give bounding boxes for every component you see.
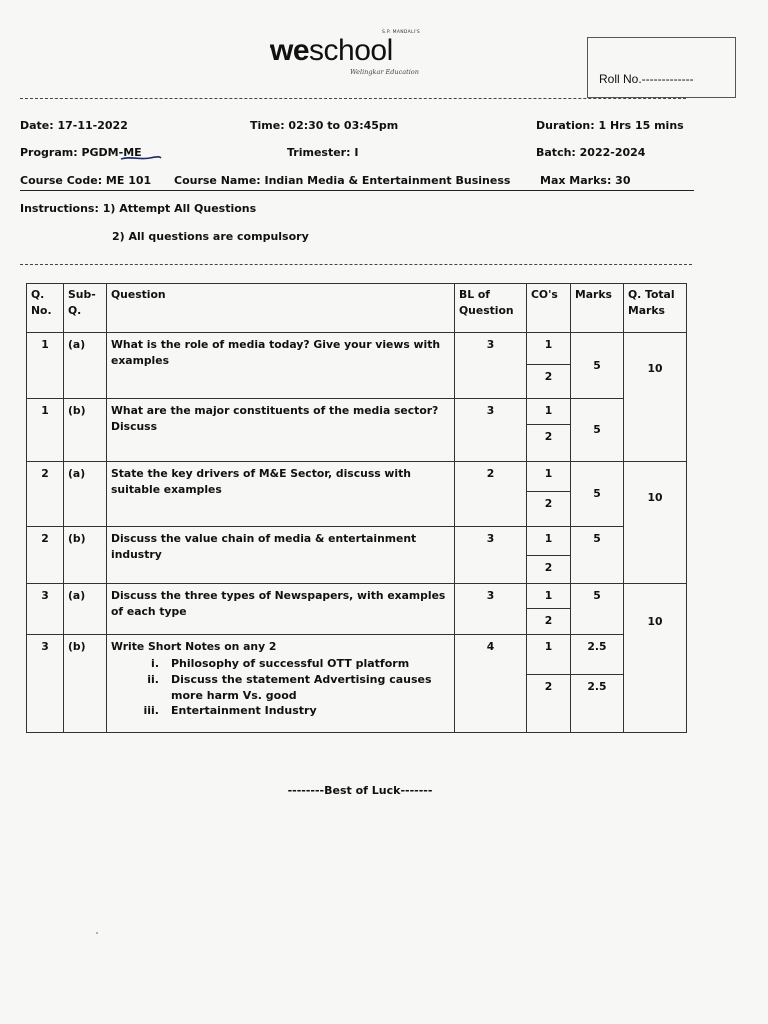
- bl-cell: 3: [455, 584, 527, 635]
- total-marks-cell: 10: [624, 462, 687, 584]
- marks-cell: 5: [571, 527, 624, 584]
- bl-cell: 3: [455, 333, 527, 399]
- marks-cell: 5: [571, 462, 624, 527]
- question-cell: What is the role of media today? Give your views with examples: [107, 333, 455, 399]
- instructions-dashed-divider: [20, 264, 692, 265]
- co-cell: 1: [527, 399, 571, 425]
- marks-cell: 2.5: [571, 675, 624, 733]
- question-cell: What are the major constituents of the media sector? Discuss: [107, 399, 455, 462]
- header-question: Question: [107, 284, 455, 333]
- subq-cell: (b): [64, 527, 107, 584]
- co-cell: 2: [527, 556, 571, 584]
- qno-cell: 2: [27, 462, 64, 527]
- max-marks: Max Marks: 30: [540, 174, 631, 187]
- co-cell: 2: [527, 365, 571, 399]
- co-cell: 1: [527, 527, 571, 556]
- question-table: [26, 283, 687, 733]
- logo-we: we: [270, 34, 310, 67]
- table-row: [27, 399, 687, 425]
- subq-cell: (b): [64, 635, 107, 733]
- qno-cell: 1: [27, 333, 64, 399]
- header-subq: Sub- Q.: [64, 284, 107, 333]
- logo-wordmark: [270, 36, 393, 66]
- list-item: iii. Entertainment Industry: [143, 704, 317, 718]
- trimester: Trimester: I: [287, 146, 359, 159]
- list-item: ii. Discuss the statement Advertising causes more harm Vs. good: [147, 672, 432, 702]
- program: Program: PGDM-ME: [20, 146, 142, 159]
- course-code: Course Code: ME 101: [20, 174, 152, 187]
- bl-cell: 3: [455, 399, 527, 462]
- batch: Batch: 2022-2024: [536, 146, 646, 159]
- bl-cell: 4: [455, 635, 527, 733]
- best-of-luck-footer: --------Best of Luck-------: [287, 784, 433, 797]
- qno-cell: 3: [27, 584, 64, 635]
- instructions-line-2: 2) All questions are compulsory: [112, 230, 309, 243]
- short-notes-list: [111, 656, 450, 720]
- co-cell: 2: [527, 675, 571, 733]
- table-row: [27, 527, 687, 556]
- bl-cell: 2: [455, 462, 527, 527]
- table-row: [27, 462, 687, 492]
- question-cell: Discuss the value chain of media & entertainment industry: [107, 527, 455, 584]
- handwritten-underline: [120, 155, 162, 161]
- marks-cell: 5: [571, 399, 624, 462]
- qno-cell: 2: [27, 527, 64, 584]
- header-bl: BL of Question: [455, 284, 527, 333]
- table-row: [27, 635, 687, 675]
- co-cell: 2: [527, 609, 571, 635]
- total-marks-cell: 10: [624, 584, 687, 733]
- header-cos: CO's: [527, 284, 571, 333]
- question-cell: State the key drivers of M&E Sector, discuss with suitable examples: [107, 462, 455, 527]
- subq-cell: (a): [64, 462, 107, 527]
- instructions-line-1: Instructions: 1) Attempt All Questions: [20, 202, 257, 215]
- question-cell: [107, 635, 455, 733]
- bl-cell: 3: [455, 527, 527, 584]
- logo-school: school: [309, 34, 393, 67]
- table-row: [27, 333, 687, 365]
- scan-speck: [96, 932, 98, 934]
- qno-cell: 3: [27, 635, 64, 733]
- header-marks: Marks: [571, 284, 624, 333]
- header-dashed-divider: [20, 98, 686, 99]
- subq-cell: (a): [64, 333, 107, 399]
- exam-time: Time: 02:30 to 03:45pm: [250, 119, 399, 132]
- subq-cell: (a): [64, 584, 107, 635]
- question-cell: Discuss the three types of Newspapers, with examples of each type: [107, 584, 455, 635]
- header-total: Q. Total Marks: [624, 284, 687, 333]
- exam-date: Date: 17-11-2022: [20, 119, 128, 132]
- course-name: Course Name: Indian Media & Entertainment Business: [174, 174, 511, 187]
- marks-cell: 2.5: [571, 635, 624, 675]
- co-cell: 2: [527, 492, 571, 527]
- table-row: [27, 584, 687, 609]
- co-cell: 1: [527, 584, 571, 609]
- roll-number-box[interactable]: [587, 37, 736, 98]
- marks-cell: 5: [571, 584, 624, 635]
- logo-super-text: S.P. MANDALI'S: [382, 30, 421, 35]
- roll-number-label: Roll No.-------------: [599, 72, 694, 86]
- header-qno: Q. No.: [27, 284, 64, 333]
- marks-cell: 5: [571, 333, 624, 399]
- exam-duration: Duration: 1 Hrs 15 mins: [536, 119, 684, 132]
- total-marks-cell: 10: [624, 333, 687, 462]
- school-logo: [270, 30, 445, 80]
- logo-subtitle: Welingkar Education: [350, 68, 419, 76]
- table-header-row: [27, 284, 687, 333]
- co-cell: 1: [527, 635, 571, 675]
- meta-divider: [20, 190, 694, 191]
- list-item: i. Philosophy of successful OTT platform: [151, 656, 410, 670]
- co-cell: 1: [527, 462, 571, 492]
- short-notes-prompt: Write Short Notes on any 2: [111, 640, 277, 653]
- subq-cell: (b): [64, 399, 107, 462]
- co-cell: 2: [527, 425, 571, 462]
- qno-cell: 1: [27, 399, 64, 462]
- co-cell: 1: [527, 333, 571, 365]
